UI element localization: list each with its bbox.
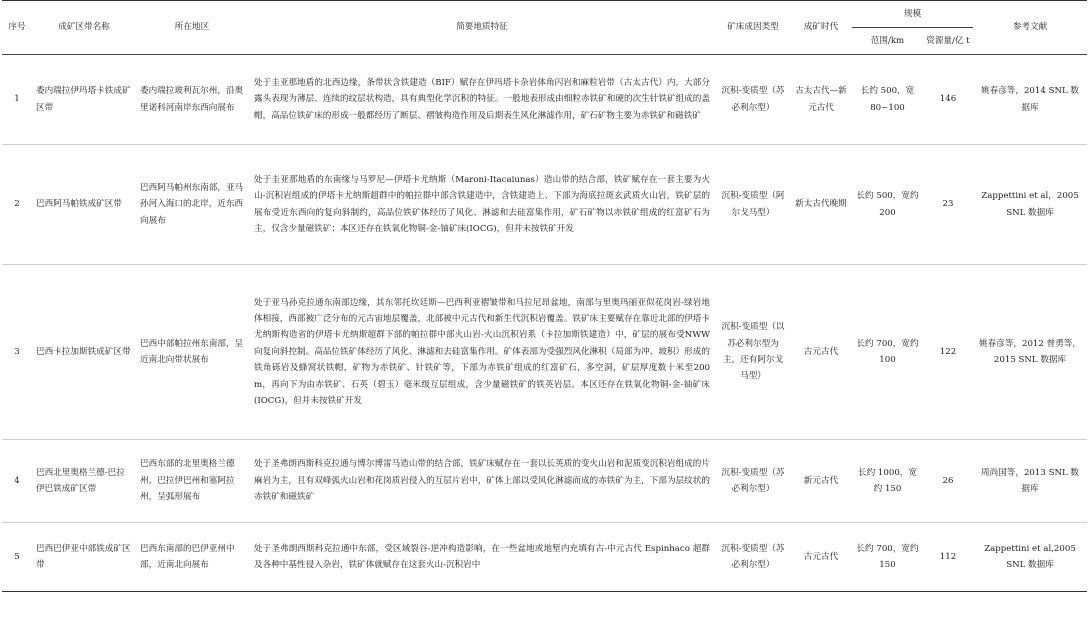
- row-range: 长约 500，宽 80~100: [860, 86, 915, 113]
- row-reference: 姚春彦等，2012 曾勇等，2015 SNL 数据库: [979, 338, 1081, 365]
- row-geology: 处于圣弗朗西斯科克拉通中东部，受区域裂谷-逆冲构造影响，在一些盆地或地堑内充填有古-中元古代 Espinhaco 超群及各种中基性侵入杂岩，铁矿体就赋存在这套火山-沉积岩中: [254, 543, 710, 570]
- row-name: 巴西卡拉加斯铁成矿区带: [36, 346, 131, 357]
- row-era: 新元古代: [803, 475, 839, 486]
- row-era: 古元古代: [803, 346, 839, 357]
- header-genesis: 矿床成因类型: [727, 22, 779, 33]
- row-genesis: 沉积-变质型（苏必利尔型）: [721, 86, 785, 113]
- row-genesis: 沉积-变质型（苏必利尔型）: [721, 543, 785, 570]
- row-resource: 122: [939, 346, 957, 357]
- row-genesis: 沉积-变质型（苏必利尔型）: [721, 467, 785, 494]
- row-range: 长约 700，宽约 150: [856, 543, 919, 570]
- table-row: [2, 523, 1087, 592]
- table-row: [2, 145, 1087, 265]
- row-range: 长约 700，宽约 100: [856, 338, 919, 365]
- row-idx: 2: [14, 199, 20, 210]
- row-idx: 3: [14, 346, 20, 357]
- header-name: 成矿区带名称: [58, 22, 110, 33]
- row-genesis: 沉积-变质型（以苏必利尔型为主，还有阿尔戈马型）: [721, 322, 785, 382]
- table-row: [2, 55, 1087, 145]
- header-row: [2, 1, 1087, 28]
- header-reference: 参考文献: [1012, 22, 1048, 33]
- table-row: [2, 265, 1087, 440]
- row-geology: 处于圣弗朗西斯科克拉通与博尔博雷马造山带的结合部，铁矿床赋存在一套以长英质的变火山岩和泥质变沉积岩组成的片麻岩为主，且有双峰弧火山岩和花岗质岩侵入的互层片岩中，矿体上部以受风化淋滤而成的赤铁矿为主，下部为层纹状的赤铁矿和磁铁矿: [254, 459, 710, 503]
- row-name: 委内瑞拉伊玛塔卡铁成矿区带: [36, 86, 131, 113]
- row-reference: 周尚国等，2013 SNL 数据库: [981, 467, 1080, 494]
- table-row: [2, 440, 1087, 523]
- row-reference: Zappettini et al，2005 SNL 数据库: [981, 191, 1079, 218]
- header-range: 范围/km: [870, 35, 905, 46]
- row-location: 巴西东部的北里奥格兰德州、巴拉伊巴州和塞阿拉州，呈弧形展布: [140, 459, 235, 503]
- row-idx: 4: [14, 475, 20, 486]
- row-resource: 26: [942, 475, 954, 486]
- row-resource: 112: [939, 551, 957, 562]
- row-range: 长约 1000，宽约 150: [858, 467, 917, 494]
- row-idx: 5: [14, 551, 20, 562]
- header-resource: 资源量/亿 t: [926, 35, 970, 46]
- header-geology: 简要地质特征: [456, 22, 508, 33]
- row-location: 巴西东南部的巴伊亚州中部，近南北向展布: [140, 543, 235, 570]
- row-location: 巴西阿马帕州东南部，亚马孙河入海口的北岸，近东西向展布: [140, 182, 244, 226]
- row-resource: 23: [942, 199, 954, 210]
- row-location: 巴西中部帕拉州东南部，呈近南北向带状展布: [140, 338, 244, 365]
- row-range: 长约 500，宽约 200: [856, 191, 919, 218]
- ore-belt-table: [2, 0, 1087, 592]
- row-idx: 1: [14, 94, 20, 105]
- row-era: 新太古代晚期: [795, 199, 847, 210]
- header-scale: 规模: [852, 1, 973, 28]
- header-era: 成矿时代: [803, 22, 839, 33]
- row-name: 巴西阿马帕铁成矿区带: [36, 199, 122, 210]
- row-era: 古元古代: [803, 551, 839, 562]
- row-genesis: 沉积-变质型（阿尔戈马型）: [721, 191, 785, 218]
- row-name: 巴西北里奥格兰德-巴拉伊巴铁成矿区带: [36, 467, 125, 494]
- row-name: 巴西巴伊亚中部铁成矿区带: [36, 543, 131, 570]
- row-geology: 处于圭亚那地盾的东南缘与马罗尼—伊塔卡尤纳斯（Maroni-Itacaiunas）造山带的结合部，铁矿赋存在一套主要为火山-沉积岩组成的伊塔卡尤纳斯超群中的帕拉群中部含铁建造中，含铁建造上、下部为海底拉斑玄武质火山岩，铁矿层的展布受近东西向的复向斜制约，高品位铁矿体经历了风化、淋滤和去硅富集作用，矿石矿物以赤铁矿组成的红富矿石为主，仅含少量磁铁矿；本区还存在铁氧化物铜-金-铀矿床(IOCG)，但并未按铁矿开发: [254, 174, 710, 234]
- row-geology: 处于圭亚那地盾的北西边缘，条带状含铁建造（BIF）赋存在伊玛塔卡杂岩体角闪岩和麻粒岩带（古太古代）内，大部分露头表现为薄层、连续的纹层状构造，具有典型化学沉积的特征。一般地表形成由细粒赤铁矿和硬的次生针铁矿组成的盖帽，高品位铁矿床的形成一般都经历了断层、褶皱构造作用及后期表生风化淋滤作用，矿石矿物主要为赤铁矿和磁铁矿: [254, 77, 710, 121]
- row-reference: Zappettini et al,2005 SNL 数据库: [984, 543, 1076, 570]
- row-reference: 姚春彦等，2014 SNL 数据库: [981, 86, 1080, 113]
- header-idx: 序号: [8, 22, 26, 33]
- row-era: 古太古代—新元古代: [795, 86, 847, 113]
- row-resource: 146: [939, 94, 957, 105]
- row-location: 委内瑞拉玻利瓦尔州，沿奥里诺科河南岸东西向展布: [140, 86, 244, 113]
- row-geology: 处于亚马孙克拉通东南部边缘，其东邻托坎廷斯—巴西利亚褶皱带和马拉尼昂盆地，南部与里奥玛丽亚似花岗岩-绿岩地体相接，西部被广泛分布的元古宙地层覆盖，北部被中元古代和新生代沉积岩覆盖。铁矿床主要赋存在靠近北部的伊塔卡尤纳斯构造省的伊塔卡尤纳斯超群下部的帕拉群中部火山岩-火山沉积岩系（卡拉加斯铁建造）中，矿层的展布受NWW向复向斜控制。高品位铁矿体经历了风化、淋滤和去硅富集作用。矿体表部为受强烈风化淋积（局部为冲、坡积）形成的铁角砾岩及蜂窝状铁帽，矿物为赤铁矿、针铁矿等，下部为赤铁矿组成的红富矿石，多空洞，矿层厚度数十米至200 m，再向下为由赤铁矿、石英（碧玉）毫米级互层组成，含少量磁铁矿的铁英岩层。本区还存在铁氧化物铜-金-铀矿床(IOCG)，但并未按铁矿开发: [254, 297, 710, 407]
- header-location: 所在地区: [174, 22, 210, 33]
